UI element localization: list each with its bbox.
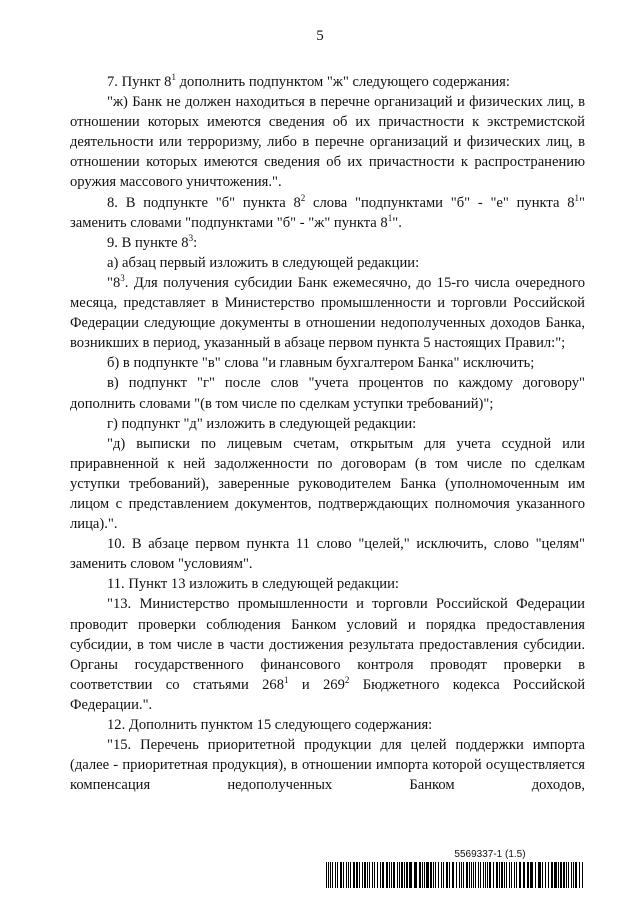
paragraph-9-g: г) подпункт "д" изложить в следующей редакции: (107, 415, 417, 432)
paragraph-13-quote: "13. Министерство промышленности и торговли Российской Федерации проводит проверки соблюдения Банком условий и порядка предоставления субсидии, в том числе в части достижения результата предоставления субсидии. Органы государственного финансового контроля проводят проверки в соответствии со статьями $268^1$ и $269^2$ Бюджетного кодекса Российской Федерации.". (70, 596, 586, 713)
paragraph-8-3-quote: "$8^3$. Для получения субсидии Банк ежемесячно, до 15-го числа очередного месяца, представляет в Министерство промышленности и торговли Российской Федерации следующие документы в отношении недополученных доходов Банка, возникших в период, указанный в абзаце первом пункта 5 настоящих Правил:"; (70, 272, 585, 352)
paragraph-10: 10. В абзаце первом пункта 11 слово "целей," исключить, слово "целям" заменить словом "условиям". (70, 536, 585, 573)
barcode-image (326, 862, 586, 888)
paragraph-8: 8. В подпункте "б" пункта $8^2$ слова "подпунктами "б" - "е" пункта $8^1$" заменить словами "подпунктами "б" - "ж" пункта $8^1$". (70, 192, 585, 231)
paragraph-d-quote: "д) выписки по лицевым счетам, открытым для учета ссудной или приравненной к ней задолженности по договорам (в том числе по сделкам уступки требований), заверенные руководителем Банка (уполномоченным им лицом с представлением документов, подтверждающих полномочия указанного лица).". (70, 435, 585, 533)
document-body (70, 72, 585, 795)
paragraph-11: 11. Пункт 13 изложить в следующей редакции: (107, 576, 399, 593)
paragraph-15-quote: "15. Перечень приоритетной продукции для целей поддержки импорта (далее - приоритетная продукция), в отношении импорта которой осуществляется компенсация недополученных Банком доходов, (70, 737, 585, 794)
paragraph-12: 12. Дополнить пунктом 15 следующего содержания: (107, 717, 433, 733)
paragraph-9-b: б) в подпункте "в" слова "и главным бухгалтером Банка" исключить; (107, 355, 535, 372)
paragraph-7: 7. Пункт $8^1$ дополнить подпунктом "ж" следующего содержания: (107, 72, 510, 90)
paragraph-9-v: в) подпункт "г" после слов "учета процентов по каждому договору" дополнить словами "(в том числе по сделкам уступки требований)"; (70, 375, 585, 412)
paragraph-7-zh: "ж) Банк не должен находиться в перечне организаций и физических лиц, в отношении которых имеются сведения об их причастности к экстремистской деятельности или терроризму, либо в перечне организаций и физических лиц, в отношении которых имеются сведения об их причастности к распространению оружия массового уничтожения.". (70, 94, 585, 191)
paragraph-9-a: а) абзац первый изложить в следующей редакции: (107, 254, 420, 271)
page-number: 5 (316, 28, 324, 44)
paragraph-9: 9. В пункте $8^3$: (107, 232, 198, 251)
document-code: 5569337-1 (1.5) (454, 849, 526, 860)
